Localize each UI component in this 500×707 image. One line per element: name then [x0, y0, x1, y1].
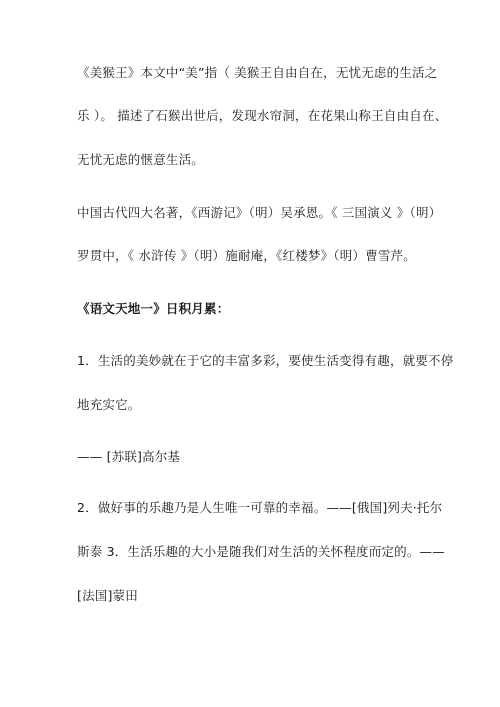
quote-attribution-gorky: —— [苏联]高尔基	[77, 449, 181, 464]
quote-attribution-montaigne: [法国]蒙田	[77, 588, 138, 603]
paragraph-line-monkey-king-summary: 乐 ）。 描述了石猴出世后，发现水帘洞，在花果山称王自由自在、	[77, 108, 448, 123]
paragraph-line-monkey-king-meaning: 《美猴王》本文中“美”指（ 美猴王自由自在，无忧无虑的生活之	[77, 65, 438, 80]
quote-line-1-continued: 地充实它。	[77, 397, 141, 412]
paragraph-line-monkey-king-ending: 无忧无虑的惬意生活。	[77, 152, 205, 167]
quote-line-1: 1．生活的美妙就在于它的丰富多彩，要使生活变得有趣，就要不停	[77, 353, 454, 368]
section-heading-daily-accumulation: 《语文天地一》日积月累：	[77, 301, 230, 316]
quote-line-2: 2．做好事的乐趣乃是人生唯一可靠的幸福。——[俄国]列夫·托尔	[77, 500, 443, 515]
paragraph-line-four-classics-1: 中国古代四大名著，《西游记》（明）吴承恩。《 三国演义 》（明）	[77, 205, 442, 220]
quote-line-3: 斯泰 3．生活乐趣的大小是随我们对生活的关怀程度而定的。——	[77, 544, 445, 559]
paragraph-line-four-classics-2: 罗贯中，《 水浒传 》（明）施耐庵，《红楼梦》（明）曹雪芹。	[77, 248, 416, 263]
